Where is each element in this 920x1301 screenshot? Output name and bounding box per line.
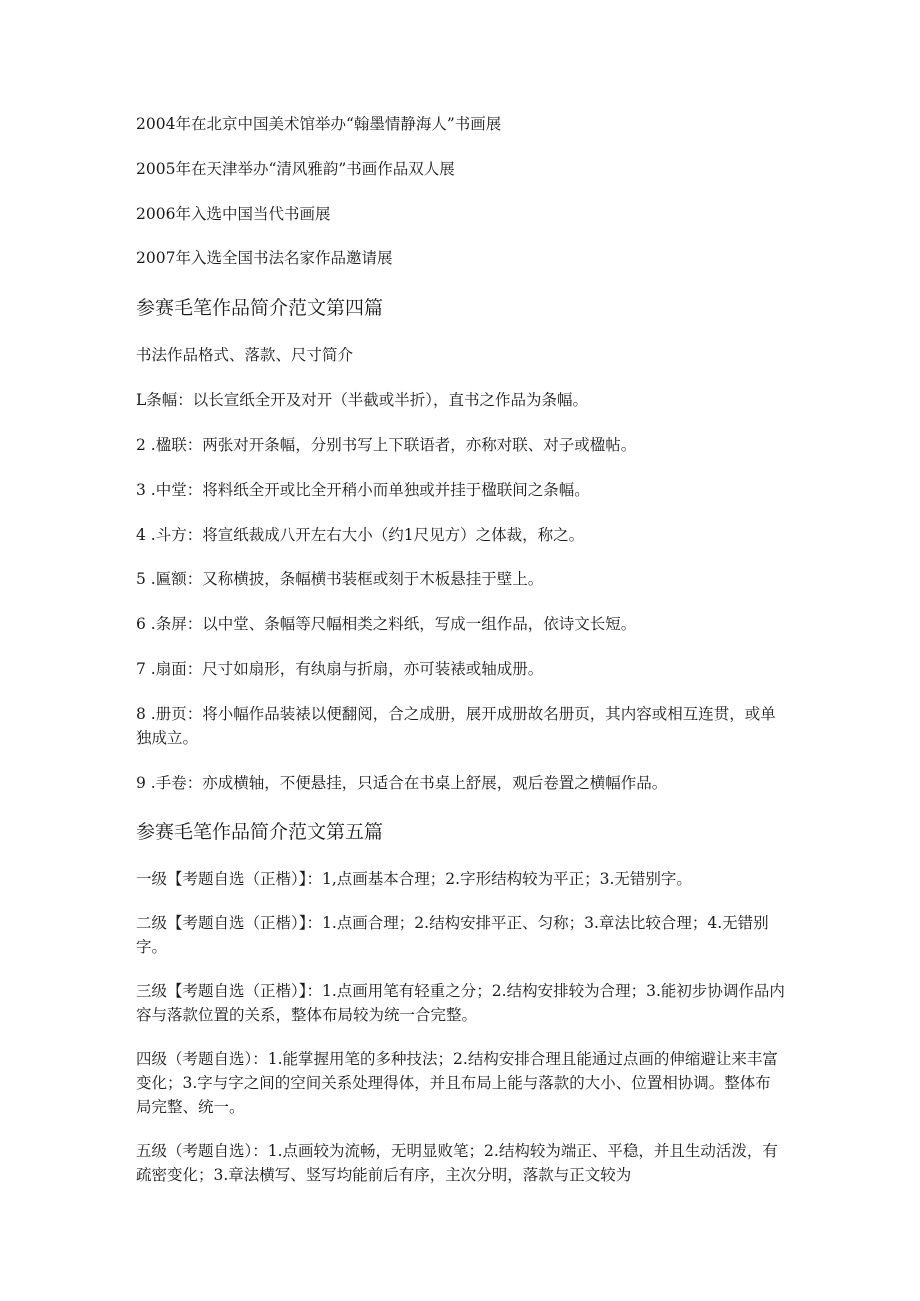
exhibition-line-2005: 2005年在天津举办“清风雅韵”书画作品双人展 [136,160,455,178]
format-item-7: 7 .扇面：尺寸如扇形，有纨扇与折扇，亦可装裱或轴成册。 [136,660,544,678]
format-item-2: 2 .楹联：两张对开条幅，分别书写上下联语者，亦称对联、对子或楹帖。 [136,436,637,454]
format-item-6: 6 .条屏：以中堂、条幅等尺幅相类之料纸，写成一组作品，依诗文长短。 [136,615,637,633]
format-item-4: 4 .斗方：将宣纸裁成八开左右大小（约1尺见方）之体裁，称之。 [136,526,585,544]
level-2: 二级【考题自选（正楷）】：1.点画合理；2.结构安排平正、匀称；3.章法比较合理；4.无错别字。 [136,914,769,956]
level-5: 五级（考题自选）：1.点画较为流畅，无明显败笔；2.结构较为端正、平稳，并且生动活泼，有疏密变化；3.章法横写、竖写均能前后有序，主次分明，落款与正文较为 [136,1142,778,1184]
exhibition-line-2006: 2006年入选中国当代书画展 [136,205,331,223]
format-item-5: 5 .匾额：又称横披，条幅横书装框或刻于木板悬挂于壁上。 [136,570,544,588]
format-item-3: 3 .中堂：将料纸全开或比全开稍小而单独或并挂于楹联间之条幅。 [136,481,590,499]
format-item-9: 9 .手卷：亦成横轴，不便悬挂，只适合在书桌上舒展，观后卷置之横幅作品。 [136,774,668,792]
format-item-1: L条幅：以长宣纸全开及对开（半截或半折），直书之作品为条幅。 [136,391,589,409]
level-4: 四级（考题自选）：1.能掌握用笔的多种技法；2.结构安排合理且能通过点画的伸缩避让来丰富变化；3.字与字之间的空间关系处理得体，并且布局上能与落款的大小、位置相协调。整体布局完整、统一。 [136,1050,778,1116]
section5-heading: 参赛毛笔作品简介范文第五篇 [136,821,384,843]
exhibition-line-2004: 2004年在北京中国美术馆举办“翰墨情静海人”书画展 [136,115,502,133]
section4-subheading: 书法作品格式、落款、尺寸简介 [136,346,354,364]
section4-heading: 参赛毛笔作品简介范文第四篇 [136,297,384,319]
level-1: 一级【考题自选（正楷）】：1,点画基本合理；2.字形结构较为平正；3.无错别字。 [136,870,692,888]
exhibition-line-2007: 2007年入选全国书法名家作品邀请展 [136,249,393,267]
format-item-8: 8 .册页：将小幅作品装裱以便翻阅，合之成册，展开成册故名册页，其内容或相互连贯，或单独成立。 [136,705,776,747]
level-3: 三级【考题自选（正楷）】：1.点画用笔有轻重之分；2.结构安排较为合理；3.能初步协调作品内容与落款位置的关系，整体布局较为统一合完整。 [136,982,785,1024]
